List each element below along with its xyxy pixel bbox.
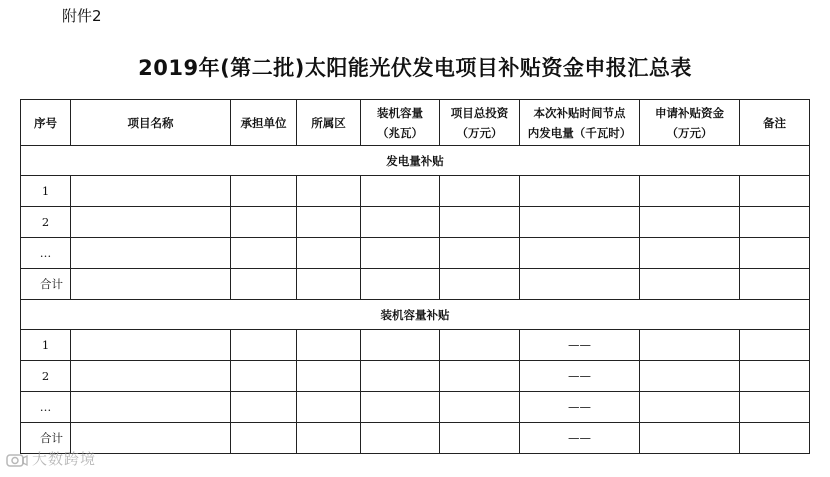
column-header-line: 备注	[763, 115, 786, 130]
table-cell	[231, 176, 297, 207]
row-index: 2	[21, 361, 71, 392]
table-cell	[231, 238, 297, 269]
column-header	[440, 100, 520, 146]
table-cell	[71, 269, 231, 300]
column-header-line: 申请补贴资金	[655, 105, 724, 120]
column-header	[297, 100, 361, 146]
table-cell	[740, 423, 810, 454]
camera-logo-icon	[6, 451, 28, 467]
table-cell: ——	[520, 423, 640, 454]
section-title: 发电量补贴	[21, 146, 810, 176]
table-cell	[440, 392, 520, 423]
table-cell	[361, 423, 440, 454]
table-row	[21, 269, 810, 300]
table-cell	[297, 423, 361, 454]
row-index: 合计	[21, 423, 71, 454]
table-cell	[640, 207, 740, 238]
column-header	[520, 100, 640, 146]
table-cell	[520, 176, 640, 207]
row-index: 1	[21, 176, 71, 207]
table-row	[21, 238, 810, 269]
watermark-text: 大数跨境	[32, 450, 97, 468]
table-cell	[71, 207, 231, 238]
column-header-line: 项目名称	[127, 115, 174, 130]
column-header-line: 本次补贴时间节点	[533, 105, 626, 120]
table-cell	[361, 392, 440, 423]
row-index: 1	[21, 330, 71, 361]
table-row	[21, 423, 810, 454]
table-cell: ——	[520, 392, 640, 423]
table-cell	[71, 423, 231, 454]
table-cell	[361, 207, 440, 238]
table-cell	[297, 269, 361, 300]
table-cell	[640, 361, 740, 392]
column-header-line: （万元）	[456, 125, 503, 140]
table-cell	[297, 361, 361, 392]
row-index: 合计	[21, 269, 71, 300]
section-row	[21, 146, 810, 176]
table-cell	[740, 361, 810, 392]
table-cell	[231, 207, 297, 238]
table-cell	[520, 269, 640, 300]
table-row	[21, 207, 810, 238]
column-header	[640, 100, 740, 146]
column-header-line: 装机容量	[377, 105, 423, 120]
table-cell	[231, 423, 297, 454]
table-cell	[440, 207, 520, 238]
table-cell	[640, 330, 740, 361]
column-header	[21, 100, 71, 146]
column-header	[740, 100, 810, 146]
table-cell: ——	[520, 361, 640, 392]
table-cell	[231, 330, 297, 361]
table-cell	[361, 176, 440, 207]
table-row	[21, 361, 810, 392]
table-cell	[440, 238, 520, 269]
table-row	[21, 330, 810, 361]
watermark	[6, 450, 96, 468]
table-cell	[440, 361, 520, 392]
table-cell	[361, 361, 440, 392]
section-row	[21, 300, 810, 330]
table-cell	[231, 392, 297, 423]
table-cell	[297, 238, 361, 269]
attachment-label: 附件2	[62, 7, 102, 25]
column-header-line: （万元）	[666, 125, 713, 140]
table-cell	[71, 176, 231, 207]
column-header-line: 内发电量（千瓦时）	[527, 125, 632, 140]
table-cell	[297, 176, 361, 207]
column-header-line: 承担单位	[240, 115, 287, 130]
table-cell	[640, 392, 740, 423]
table-cell	[520, 238, 640, 269]
table-cell	[440, 330, 520, 361]
table-cell	[297, 207, 361, 238]
section-title: 装机容量补贴	[21, 300, 810, 330]
table-cell	[640, 238, 740, 269]
column-header	[231, 100, 297, 146]
table-cell	[640, 423, 740, 454]
table-cell	[71, 361, 231, 392]
column-header	[361, 100, 440, 146]
table-header-row	[21, 100, 810, 146]
table-cell	[361, 330, 440, 361]
table-cell	[440, 423, 520, 454]
column-header-line: （兆瓦）	[377, 125, 423, 140]
table-cell	[740, 330, 810, 361]
table-cell	[297, 330, 361, 361]
table-cell: ——	[520, 330, 640, 361]
table-cell	[740, 392, 810, 423]
table-row	[21, 176, 810, 207]
table-cell	[297, 392, 361, 423]
table-cell	[231, 269, 297, 300]
column-header-line: 项目总投资	[450, 105, 509, 120]
table-cell	[71, 392, 231, 423]
column-header	[71, 100, 231, 146]
table-cell	[231, 361, 297, 392]
table-cell	[740, 207, 810, 238]
table-cell	[740, 269, 810, 300]
table-cell	[71, 238, 231, 269]
table-cell	[640, 269, 740, 300]
column-header-line: 序号	[34, 115, 57, 130]
table-cell	[520, 207, 640, 238]
table-cell	[71, 330, 231, 361]
table-cell	[740, 238, 810, 269]
table-cell	[640, 176, 740, 207]
table-cell	[361, 269, 440, 300]
table-cell	[361, 238, 440, 269]
subsidy-summary-table	[20, 99, 810, 454]
row-index: …	[21, 238, 71, 269]
table-cell	[740, 176, 810, 207]
row-index: …	[21, 392, 71, 423]
table-cell	[440, 269, 520, 300]
document-title: 2019年(第二批)太阳能光伏发电项目补贴资金申报汇总表	[138, 56, 692, 80]
table-row	[21, 392, 810, 423]
column-header-line: 所属区	[311, 115, 346, 130]
table-body	[21, 146, 810, 454]
table-cell	[440, 176, 520, 207]
row-index: 2	[21, 207, 71, 238]
